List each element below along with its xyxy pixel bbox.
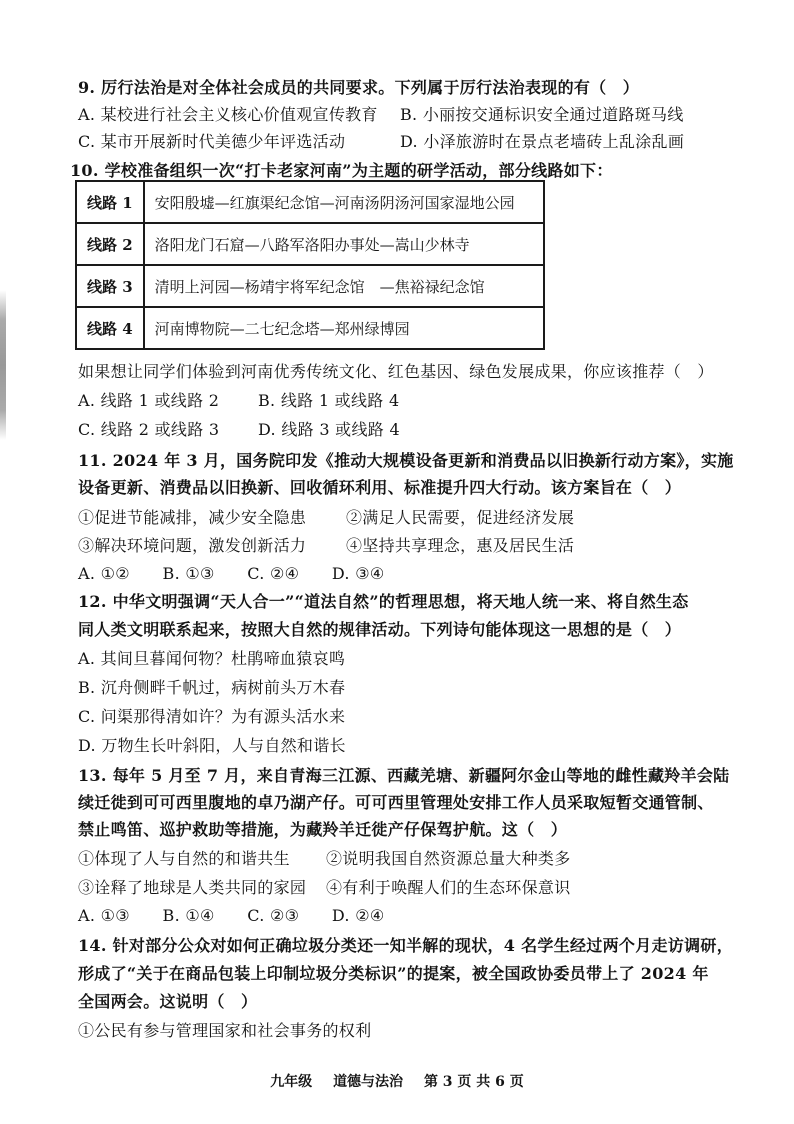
q13-stem-line1: 13. 每年 5 月至 7 月，来自青海三江源、西藏羌塘、新疆阿尔金山等地的雌性藏羚羊会陆 bbox=[78, 766, 730, 785]
scan-edge-mark bbox=[0, 290, 6, 440]
footer-subject: 道德与法治 bbox=[333, 1074, 404, 1090]
q11-stem-line1: 11. 2024 年 3 月，国务院印发《推动大规模设备更新和消费品以旧换新行动方案》，实施 bbox=[78, 451, 734, 470]
q10-option-a: A. 线路 1 或线路 2 bbox=[78, 391, 220, 410]
route-label: 线路 4 bbox=[76, 307, 144, 349]
route-path: 安阳殷墟—红旗渠纪念馆—河南汤阴汤河国家湿地公园 bbox=[144, 181, 544, 223]
q12-option-b: B. 沉舟侧畔千帆过，病树前头万木春 bbox=[78, 678, 346, 697]
q9-stem: 9. 厉行法治是对全体社会成员的共同要求。下列属于厉行法治表现的有（ ） bbox=[78, 78, 640, 97]
route-label: 线路 2 bbox=[76, 223, 144, 265]
q11-statement-4: ④坚持共享理念，惠及居民生活 bbox=[346, 536, 575, 555]
q10-stem: 10. 学校准备组织一次“打卡老家河南”为主题的研学活动，部分线路如下： bbox=[70, 161, 613, 180]
q13-statement-1: ①体现了人与自然的和谐共生 bbox=[78, 849, 290, 868]
route-path: 河南博物院—二七纪念塔—郑州绿博园 bbox=[144, 307, 544, 349]
q11-statement-2: ②满足人民需要，促进经济发展 bbox=[346, 508, 575, 527]
q13-stem-line3: 禁止鸣笛、巡护救助等措施，为藏羚羊迁徙产仔保驾护航。这（ ） bbox=[78, 820, 568, 839]
q10-ask: 如果想让同学们体验到河南优秀传统文化、红色基因、绿色发展成果，你应该推荐（ ） bbox=[78, 362, 714, 381]
q12-stem-line2: 同人类文明联系起来，按照大自然的规律活动。下列诗句能体现这一思想的是（ ） bbox=[78, 620, 682, 639]
q14-stem-line2: 形成了“关于在商品包装上印制垃圾分类标识”的提案，被全国政协委员带上了 2024 年 bbox=[78, 964, 709, 983]
q11-statement-1: ①促进节能减排，减少安全隐患 bbox=[78, 508, 307, 527]
route-label: 线路 1 bbox=[76, 181, 144, 223]
q13-statement-4: ④有利于唤醒人们的生态环保意识 bbox=[326, 878, 571, 897]
q9-option-d: D. 小泽旅游时在景点老墙砖上乱涂乱画 bbox=[400, 132, 685, 151]
route-row bbox=[76, 223, 544, 265]
q10-option-d: D. 线路 3 或线路 4 bbox=[258, 420, 400, 439]
q13-statement-3: ③诠释了地球是人类共同的家园 bbox=[78, 878, 307, 897]
page-footer bbox=[0, 1071, 794, 1091]
q13-stem-line2: 续迁徙到可可西里腹地的卓乃湖产仔。可可西里管理处安排工作人员采取短暂交通管制、 bbox=[78, 793, 714, 812]
q9-option-c: C. 某市开展新时代美德少年评选活动 bbox=[78, 132, 346, 151]
q11-statement-3: ③解决环境问题，激发创新活力 bbox=[78, 536, 307, 555]
q14-statement-1: ①公民有参与管理国家和社会事务的权利 bbox=[78, 1021, 372, 1040]
q9-option-b: B. 小丽按交通标识安全通过道路斑马线 bbox=[400, 105, 684, 124]
q10-option-c: C. 线路 2 或线路 3 bbox=[78, 420, 220, 439]
footer-page-number: 第 3 页 共 6 页 bbox=[423, 1074, 524, 1090]
footer-grade: 九年级 bbox=[270, 1074, 313, 1090]
q10-option-b: B. 线路 1 或线路 4 bbox=[258, 391, 400, 410]
q12-stem-line1: 12. 中华文明强调“天人合一”“道法自然”的哲理思想，将天地人统一来、将自然生态 bbox=[78, 592, 689, 611]
route-row bbox=[76, 265, 544, 307]
route-row bbox=[76, 307, 544, 349]
route-path: 清明上河园—杨靖宇将军纪念馆 —焦裕禄纪念馆 bbox=[144, 265, 544, 307]
q13-statement-2: ②说明我国自然资源总量大种类多 bbox=[326, 849, 571, 868]
q13-options: A. ①③ B. ①④ C. ②③ D. ②④ bbox=[78, 906, 385, 925]
route-table bbox=[75, 180, 545, 350]
q14-stem-line3: 全国两会。这说明（ ） bbox=[78, 992, 258, 1011]
q12-option-a: A. 其间旦暮闻何物？杜鹃啼血猿哀鸣 bbox=[78, 649, 346, 668]
q14-stem-line1: 14. 针对部分公众对如何正确垃圾分类还一知半解的现状，4 名学生经过两个月走访调研， bbox=[78, 936, 734, 955]
q12-option-c: C. 问渠那得清如许？为有源头活水来 bbox=[78, 707, 346, 726]
q9-option-a: A. 某校进行社会主义核心价值观宣传教育 bbox=[78, 105, 378, 124]
route-label: 线路 3 bbox=[76, 265, 144, 307]
q11-stem-line2: 设备更新、消费品以旧换新、回收循环利用、标准提升四大行动。该方案旨在（ ） bbox=[78, 478, 682, 497]
q12-option-d: D. 万物生长叶斜阳，人与自然和谐长 bbox=[78, 736, 346, 755]
q11-options: A. ①② B. ①③ C. ②④ D. ③④ bbox=[78, 564, 385, 583]
route-row bbox=[76, 181, 544, 223]
route-path: 洛阳龙门石窟—八路军洛阳办事处—嵩山少林寺 bbox=[144, 223, 544, 265]
